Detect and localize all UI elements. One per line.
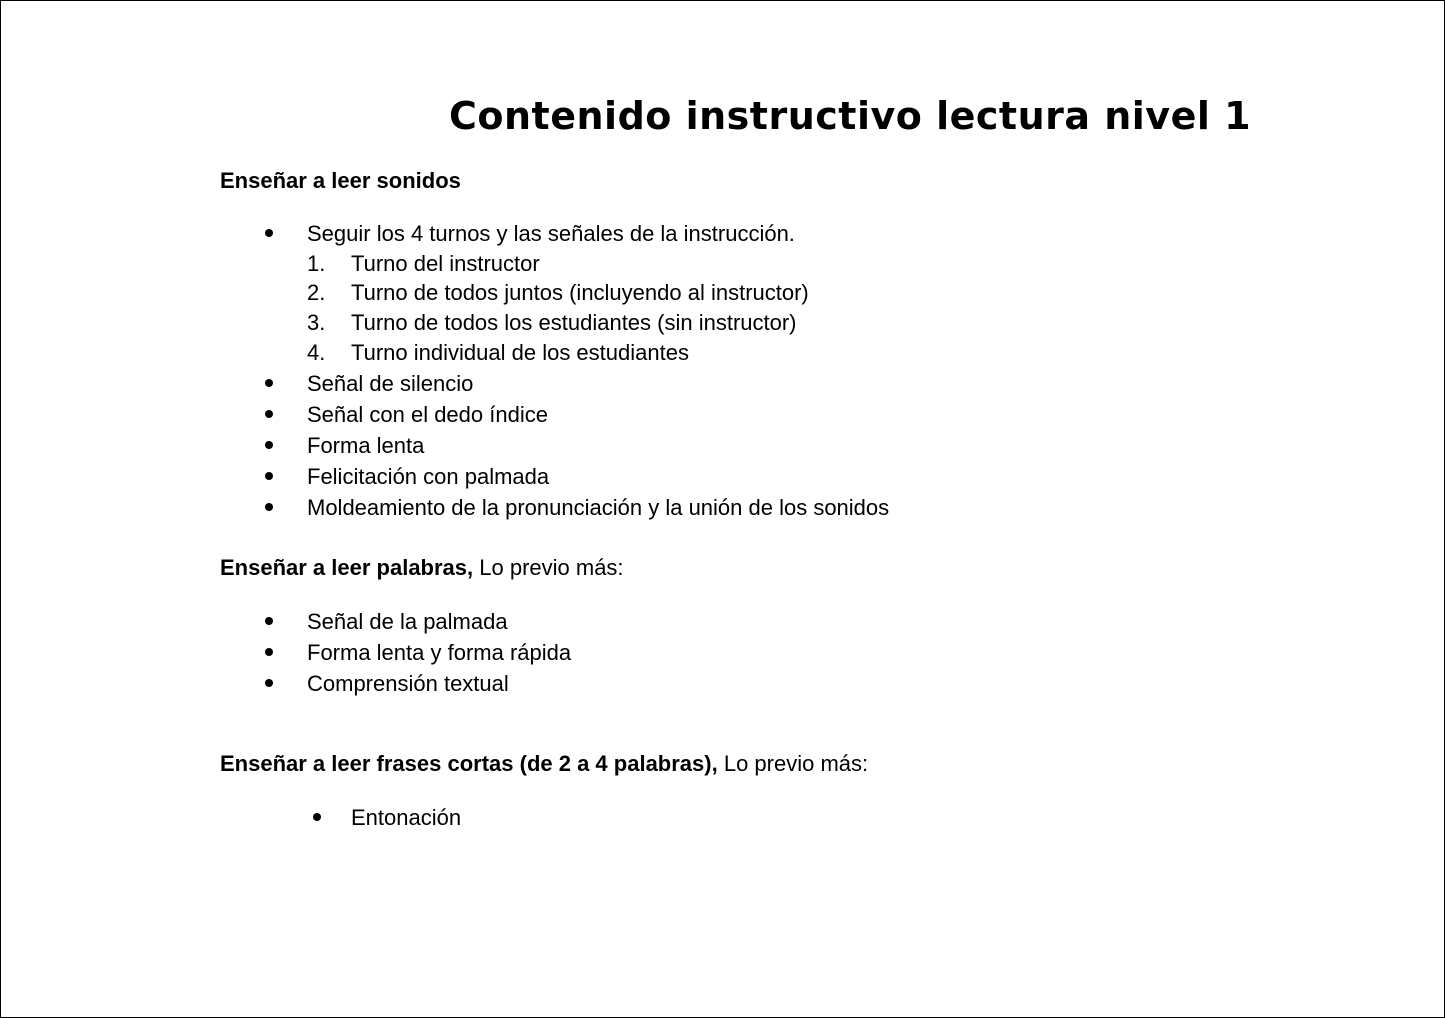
section-heading-phrases [220,750,868,778]
bullet-icon [265,648,273,656]
bullet-icon [265,617,273,625]
list-number: 3. [307,310,326,335]
bullet-icon [265,229,273,237]
bullet-icon [265,441,273,449]
numbered-list-item: Turno individual de los estudiantes [351,340,689,365]
list-item: Forma lenta [307,433,425,458]
list-item: Entonación [351,805,462,830]
bullet-icon [265,503,273,511]
list-number: 4. [307,340,326,365]
list-number: 1. [307,251,326,276]
page-title: Contenido instructivo lectura nivel 1 [449,94,1252,138]
list-item: Comprensión textual [307,671,509,696]
list-item: Señal de la palmada [307,609,508,634]
section-heading-rest: Lo previo más: [473,555,624,580]
list-item: Felicitación con palmada [307,464,550,489]
section-heading-words [220,554,624,582]
bullet-icon [265,379,273,387]
bullet-icon [313,813,321,821]
section-heading-rest: Lo previo más: [717,751,869,776]
bullet-icon [265,472,273,480]
numbered-list-item: Turno de todos juntos (incluyendo al instructor) [351,280,809,305]
list-item: Moldeamiento de la pronunciación y la unión de los sonidos [307,495,890,520]
section-heading-sounds [220,167,461,195]
section-heading-bold: Enseñar a leer frases cortas (de 2 a 4 palabras), [220,751,718,776]
section-heading-bold: Enseñar a leer palabras, [220,555,474,580]
bullet-icon [265,410,273,418]
section-heading-bold: Enseñar a leer sonidos [220,168,461,193]
list-number: 2. [307,280,326,305]
numbered-list-item: Turno de todos los estudiantes (sin instructor) [351,310,797,335]
list-item: Señal con el dedo índice [307,402,548,427]
numbered-list-item: Turno del instructor [351,251,540,276]
bullet-icon [265,679,273,687]
list-item: Señal de silencio [307,371,474,396]
list-item: Forma lenta y forma rápida [307,640,572,665]
list-item: Seguir los 4 turnos y las señales de la instrucción. [307,221,795,246]
